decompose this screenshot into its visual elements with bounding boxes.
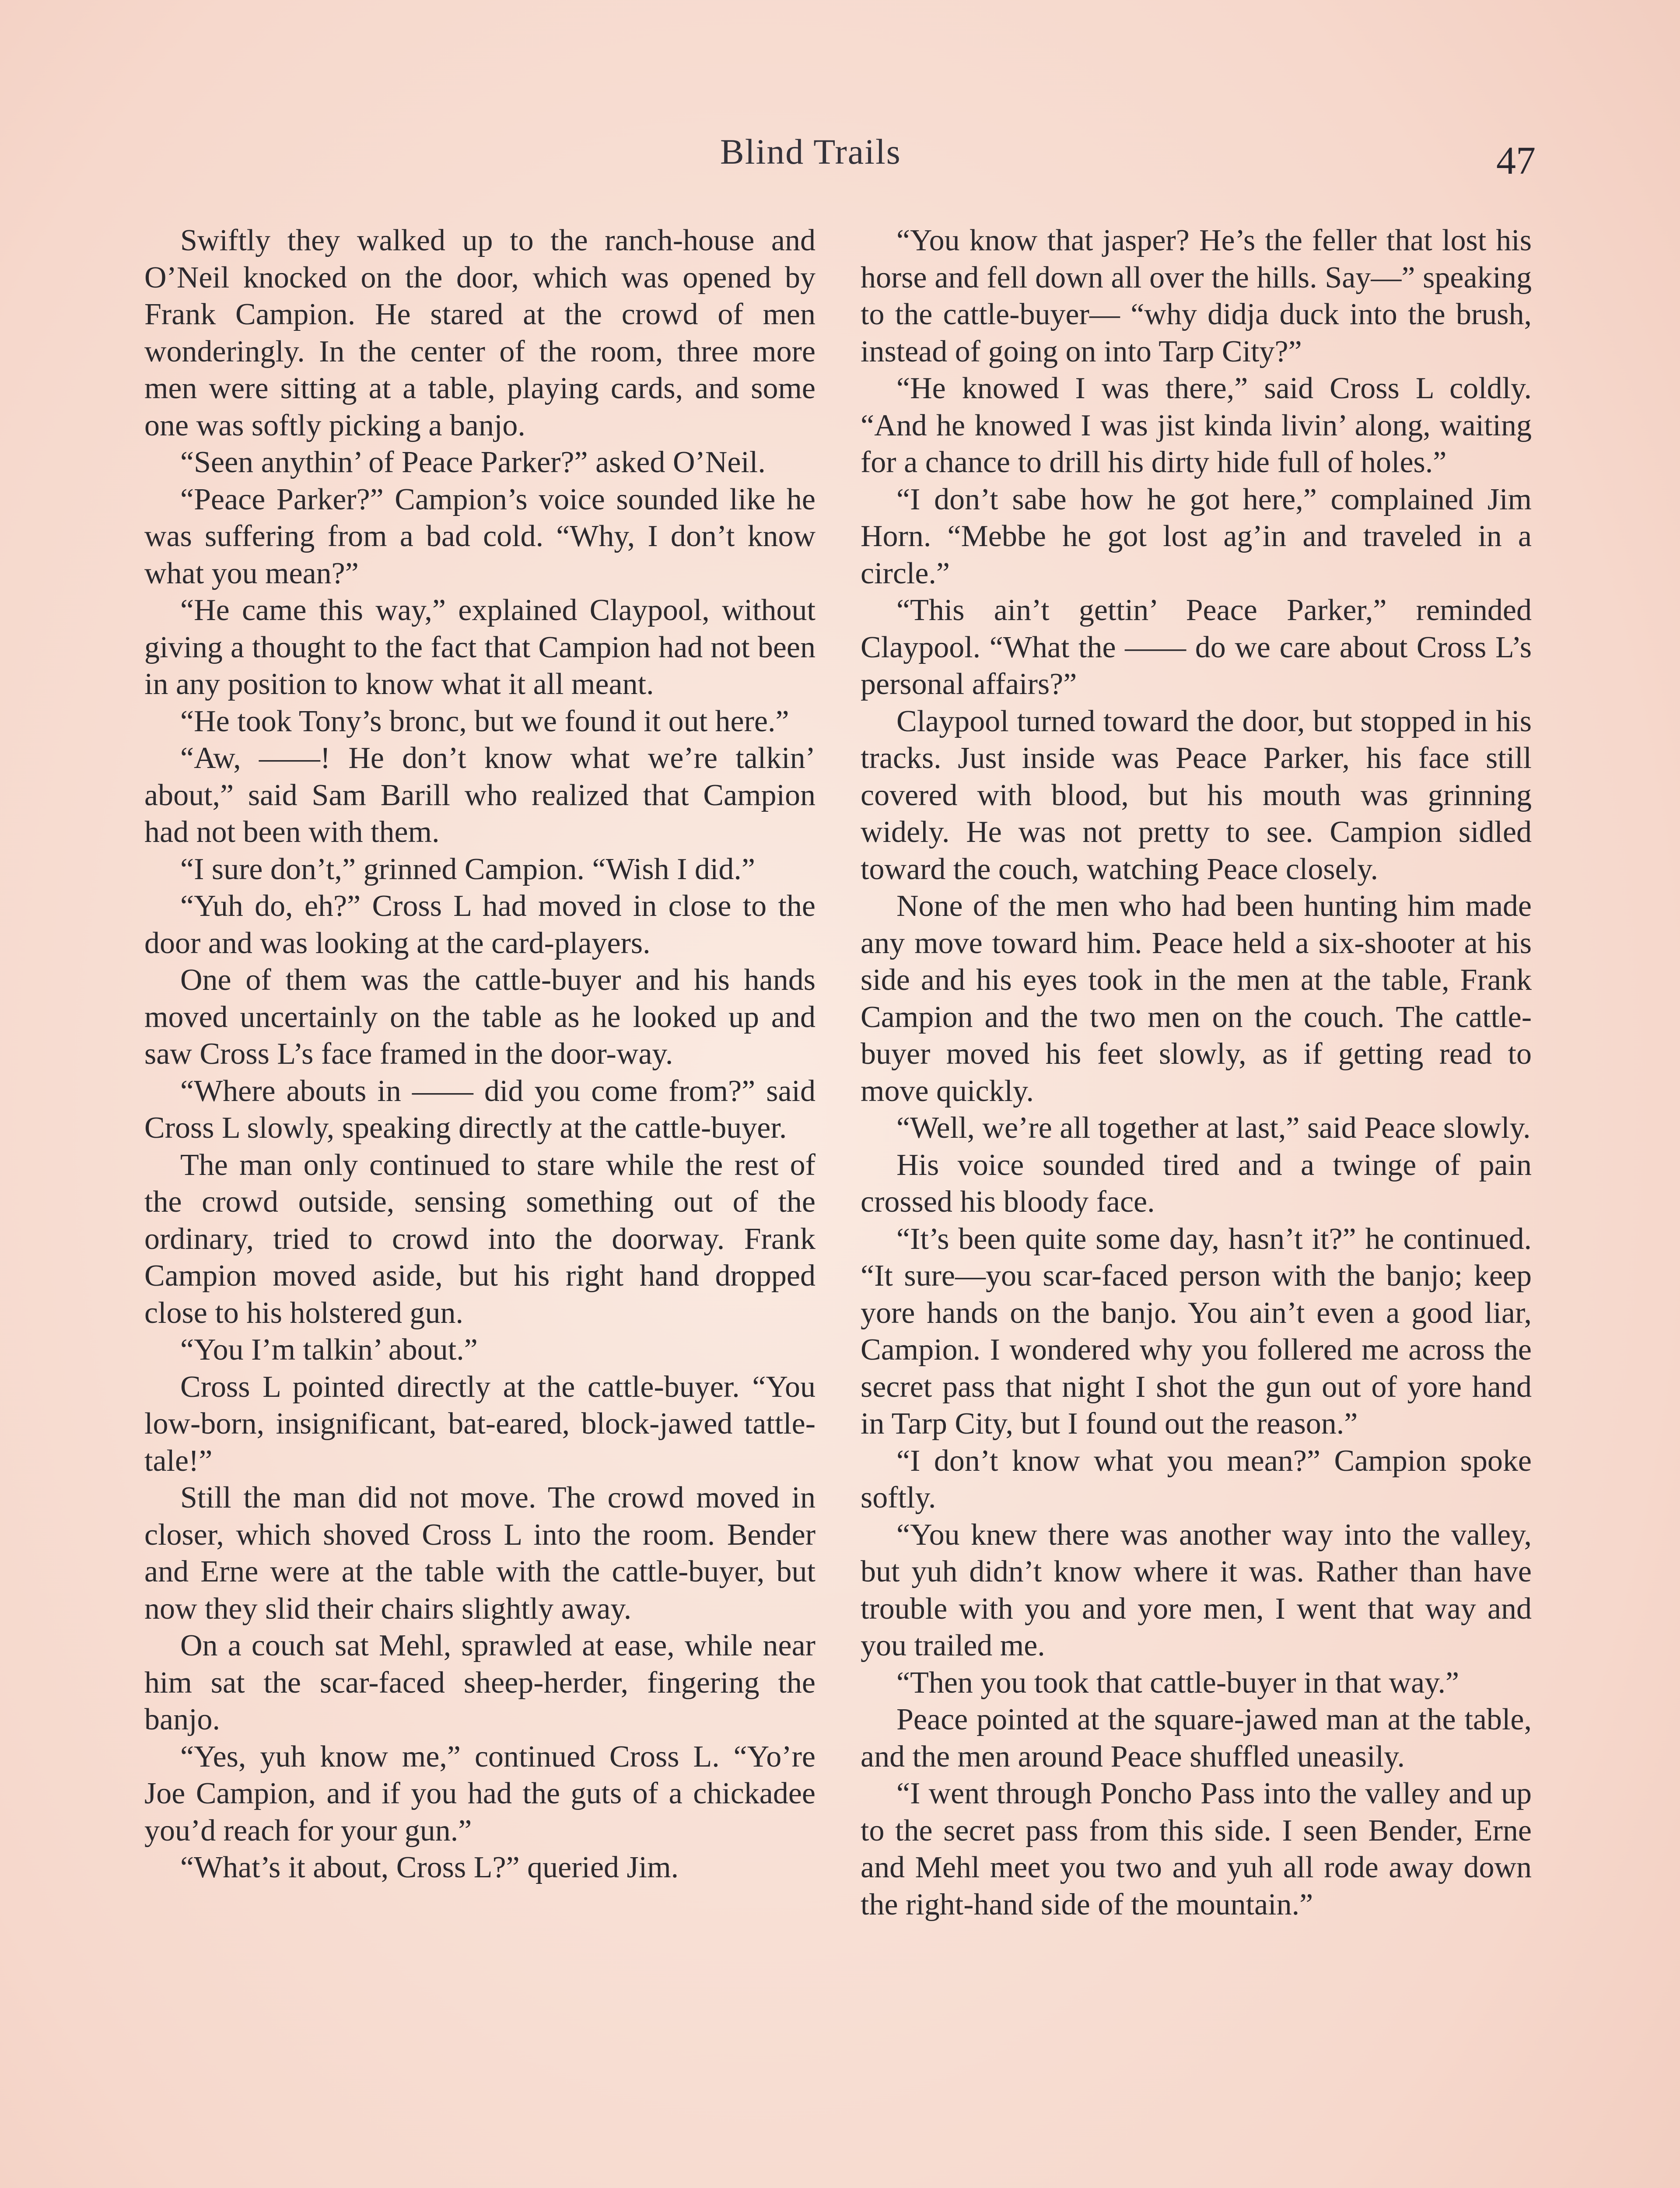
paragraph: On a couch sat Mehl, sprawled at ease, while near him sat the scar-faced sheep-herder, fingering the banjo. [144,1629,816,1736]
paragraph: “What’s it about, Cross L?” queried Jim. [180,1851,679,1884]
paragraph: “Well, we’re all together at last,” said Peace slowly. [896,1111,1531,1145]
paragraph: “I don’t sabe how he got here,” complained Jim Horn. “Mebbe he got lost ag’in and traveled in a circle.” [861,482,1532,590]
paragraph: “I went through Poncho Pass into the valley and up to the secret pass from this side. I seen Bender, Erne and Mehl meet you two and yuh all rode away down the right-hand side of the mountain.” [861,1777,1532,1922]
page-header [0,131,1680,193]
page-number: 47 [1496,139,1536,182]
paragraph: “It’s been quite some day, hasn’t it?” he continued. “It sure—you scar-faced person with the banjo; keep yore hands on the banjo. You ain’t even a good liar, Campion. I wondered why you follered me across the secret pass that night I shot the gun out of yore hand in Tarp City, but I found out the reason.” [861,1222,1532,1441]
paragraph: “He knowed I was there,” said Cross L coldly. “And he knowed I was jist kinda livin’ along, waiting for a chance to drill his dirty hide full of holes.” [861,372,1532,479]
paragraph: None of the men who had been hunting him made any move toward him. Peace held a six-shooter at his side and his eyes took in the men at the table, Frank Campion and the two men on the couch. The cattle-buyer moved his feet slowly, as if getting read to move quickly. [861,889,1532,1108]
paragraph: “I don’t know what you mean?” Campion spoke softly. [861,1444,1532,1515]
paragraph: Still the man did not move. The crowd moved in closer, which shoved Cross L into the room. Bender and Erne were at the table with the cattle-buyer, but now they slid their chairs slightly away. [144,1481,816,1626]
paragraph: “He came this way,” explained Claypool, without giving a thought to the fact that Campion had not been in any position to know what it all meant. [144,593,816,701]
paragraph: “He took Tony’s bronc, but we found it out here.” [180,704,789,738]
paragraph: “Where abouts in —— did you come from?” said Cross L slowly, speaking directly at the cattle-buyer. [144,1074,816,1145]
paragraph: “You I’m talkin’ about.” [180,1333,478,1367]
paragraph: “Peace Parker?” Campion’s voice sounded like he was suffering from a bad cold. “Why, I don’t know what you mean?” [144,482,816,590]
left-column [144,222,816,1886]
paragraph: “Yuh do, eh?” Cross L had moved in close to the door and was looking at the card-players. [144,889,816,960]
paragraph: “Aw, ——! He don’t know what we’re talkin’ about,” said Sam Barill who realized that Campion had not been with them. [144,741,816,849]
right-column [861,222,1532,1923]
paragraph: Swiftly they walked up to the ranch-house and O’Neil knocked on the door, which was opened by Frank Campion. He stared at the crowd of men wonderingly. In the center of the room, three more men were sitting at a table, playing cards, and some one was softly picking a banjo. [144,224,816,442]
paragraph: His voice sounded tired and a twinge of pain crossed his bloody face. [861,1148,1532,1219]
paragraph: “This ain’t gettin’ Peace Parker,” reminded Claypool. “What the —— do we care about Cross L’s personal affairs?” [861,593,1532,701]
paragraph: One of them was the cattle-buyer and his hands moved uncertainly on the table as he looked up and saw Cross L’s face framed in the door-way. [144,963,816,1071]
paragraph: “Then you took that cattle-buyer in that way.” [896,1666,1460,1700]
paragraph: “I sure don’t,” grinned Campion. “Wish I did.” [180,852,755,886]
paragraph: The man only continued to stare while the rest of the crowd outside, sensing something out of the ordinary, tried to crowd into the doorway. Frank Campion moved aside, but his right hand dropped close to his holstered gun. [144,1148,816,1330]
paragraph: “You know that jasper? He’s the feller that lost his horse and fell down all over the hills. Say—” speaking to the cattle-buyer— “why didja duck into the brush, instead of going on into Tarp City?” [861,224,1532,368]
paragraph: “Seen anythin’ of Peace Parker?” asked O’Neil. [180,445,766,479]
paragraph: “Yes, yuh know me,” continued Cross L. “Yo’re Joe Campion, and if you had the guts of a chickadee you’d reach for your gun.” [144,1739,816,1848]
paragraph: “You knew there was another way into the valley, but yuh didn’t know where it was. Rather than have trouble with you and yore men, I went that way and you trailed me. [861,1518,1532,1662]
running-title: Blind Trails [720,132,901,172]
paragraph: Peace pointed at the square-jawed man at the table, and the men around Peace shuffled uneasily. [861,1703,1532,1774]
paragraph: Cross L pointed directly at the cattle-buyer. “You low-born, insignificant, bat-eared, block-jawed tattle-tale!” [144,1370,816,1478]
paragraph: Claypool turned toward the door, but stopped in his tracks. Just inside was Peace Parker, his face still covered with blood, but his mouth was grinning widely. He was not pretty to see. Campion sidled toward the couch, watching Peace closely. [861,704,1532,886]
